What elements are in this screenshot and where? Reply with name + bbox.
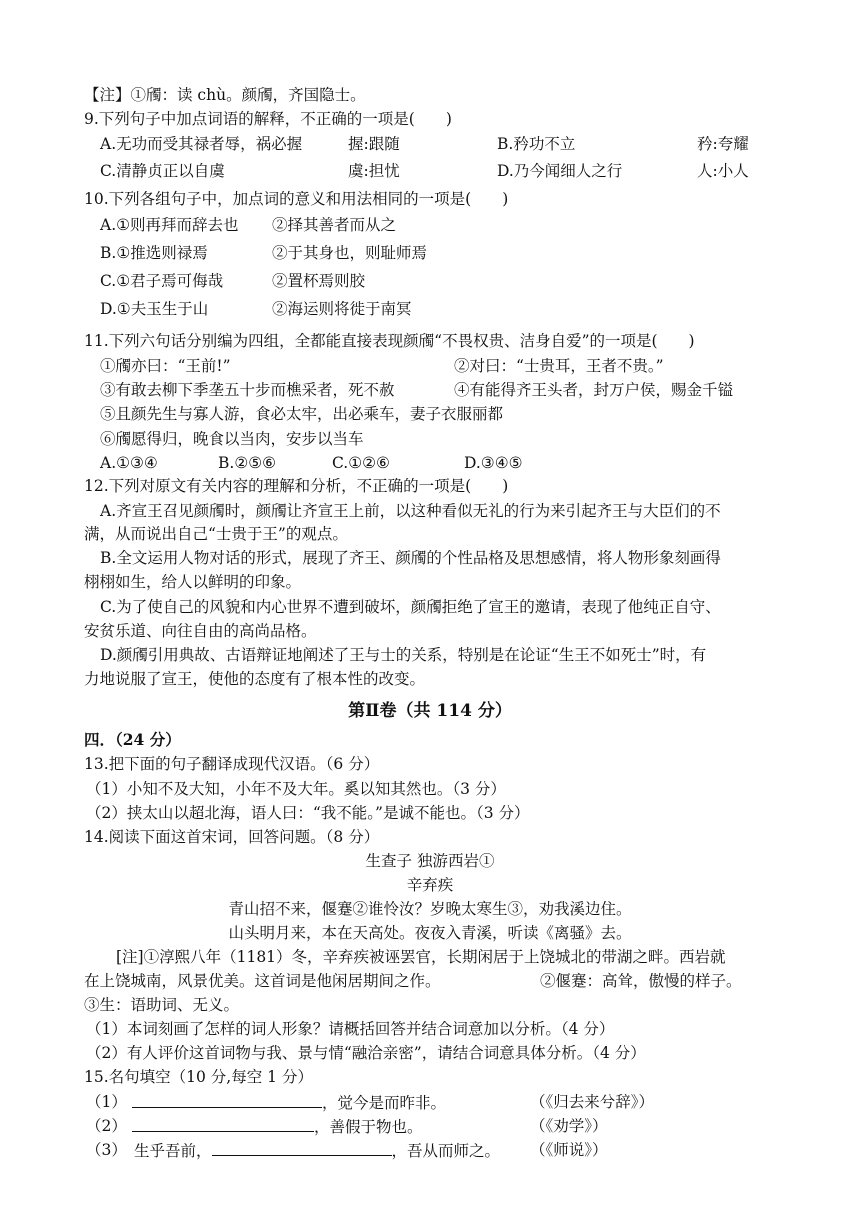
q9-option-b[interactable]: B.矜功不立 <box>497 135 576 153</box>
q14-stem: 14.阅读下面这首宋词，回答问题。（8 分） <box>84 828 380 846</box>
q13-stem: 13.把下面的句子翻译成现代汉语。（6 分） <box>84 755 380 773</box>
q14-subquestion-2: （2）有人评价这首词物与我、景与情“融洽亲密”，请结合词意具体分析。（4 分） <box>86 1044 646 1062</box>
q12-option-c[interactable]: C.为了使自己的风貌和内心世界不遭到破坏，颜斶拒绝了宣王的邀请，表现了他纯正自守、 <box>100 598 721 616</box>
q9-option-c-explanation: 虞:担忧 <box>348 162 400 180</box>
q10-option-b-first[interactable]: B.①推选则禄焉 <box>100 244 208 262</box>
poem-line-2: 山头明月来，本在天高处。夜夜入青溪，听读《离骚》去。 <box>228 924 632 942</box>
poem-note-line-2a: 在上饶城南，风景优美。这首词是他闲居期间之作。 <box>84 972 441 990</box>
q15-blank-1[interactable] <box>132 1091 322 1108</box>
q12-stem: 12.下列对原文有关内容的理解和分析，不正确的一项是( ) <box>84 477 509 495</box>
q10-option-b-second: ②于其身也，则耻师焉 <box>272 244 428 262</box>
poem-author: 辛弃疾 <box>406 876 454 894</box>
q12-option-a-cont: 满，从而说出自己“士贵于王”的观点。 <box>84 525 348 543</box>
q15-item-2: ，善假于物也。 <box>132 1115 423 1138</box>
q12-option-d[interactable]: D.颜斶引用典故、古语辩证地阐述了王与士的关系，特别是在论证“生王不如死士”时，有 <box>100 646 707 664</box>
q9-option-a-explanation: 握:跟随 <box>348 135 400 153</box>
q12-option-d-cont: 力地说服了宣王，使他的态度有了根本性的改变。 <box>84 670 426 688</box>
q15-item-1: ，觉今是而昨非。 <box>132 1091 446 1114</box>
q12-option-b-cont: 栩栩如生，给人以鲜明的印象。 <box>84 573 302 591</box>
q13-sentence-2: （2）挟太山以超北海，语人曰：“我不能。”是诚不能也。（3 分） <box>86 804 530 822</box>
q15-item-1-source: （《归去来兮辞》） <box>530 1093 655 1111</box>
q15-item-3-number: （3） <box>86 1141 127 1159</box>
q11-sentence-3: ③有敢去柳下季垄五十步而樵采者，死不赦 <box>100 381 395 399</box>
q9-option-a[interactable]: A.无功而受其禄者辱，祸必握 <box>100 135 303 153</box>
q11-sentence-4: ④有能得齐王头者，封万户侯，赐金千镒 <box>454 381 734 399</box>
q15-blank-3[interactable] <box>212 1139 392 1156</box>
q15-stem: 15.名句填空（10 分,每空 1 分） <box>84 1068 313 1086</box>
q14-subquestion-1: （1）本词刻画了怎样的词人形象？请概括回答并结合词意加以分析。（4 分） <box>86 1020 615 1038</box>
poem-line-1: 青山招不来，偃蹇②谁怜汝？岁晚太寒生③，劝我溪边住。 <box>228 900 632 918</box>
q10-option-c-second: ②置杯焉则胶 <box>272 272 366 290</box>
q9-option-c[interactable]: C.清静贞正以自虞 <box>100 162 225 180</box>
q11-option-a[interactable]: A.①③④ <box>100 454 158 472</box>
q12-option-c-cont: 安贫乐道、向往自由的高尚品格。 <box>84 622 317 640</box>
top-note: 【注】①斶：读 chù。颜斶，齐国隐士。 <box>84 86 366 104</box>
q9-option-b-explanation: 矜:夸耀 <box>697 135 749 153</box>
q10-option-c-first[interactable]: C.①君子焉可侮哉 <box>100 272 224 290</box>
q11-sentence-6: ⑥斶愿得归，晚食以当肉，安步以当车 <box>100 430 364 448</box>
q11-sentence-2: ②对曰：“士贵耳，王者不贵。” <box>454 357 664 375</box>
q10-option-a-second: ②择其善者而从之 <box>272 216 397 234</box>
q15-item-3-source: （《师说》） <box>530 1141 608 1159</box>
poem-note-line-1: [注]①淳熙八年（1181）冬，辛弃疾被诬罢官，长期闲居于上饶城北的带湖之畔。西岩就 <box>116 948 726 966</box>
q13-sentence-1: （1）小知不及大知，小年不及大年。奚以知其然也。（3 分） <box>86 780 506 798</box>
q9-stem: 9.下列句子中加点词语的解释，不正确的一项是( ) <box>84 110 452 128</box>
q10-option-d-first[interactable]: D.①夫玉生于山 <box>100 300 209 318</box>
q11-sentence-1: ①斶亦曰：“王前!” <box>100 357 231 375</box>
poem-note-line-3: ③生：语助词、无义。 <box>84 996 240 1014</box>
q9-option-d[interactable]: D.乃今闻细人之行 <box>497 162 623 180</box>
q11-sentence-5: ⑤且颜先生与寡人游，食必太牢，出必乘车，妻子衣服丽都 <box>100 405 504 423</box>
q15-item-2-source: （《劝学》） <box>530 1117 608 1135</box>
q11-stem: 11.下列六句话分别编为四组，全都能直接表现颜斶“不畏权贵、洁身自爱”的一项是( ) <box>84 332 695 350</box>
q11-option-d[interactable]: D.③④⑤ <box>464 454 523 472</box>
q15-item-1-number: （1） <box>86 1093 127 1111</box>
q9-option-d-explanation: 人:小人 <box>697 162 749 180</box>
q11-option-b[interactable]: B.②⑤⑥ <box>218 454 277 472</box>
q12-option-a[interactable]: A.齐宣王召见颜斶时，颜斶让齐宣王上前，以这种看似无礼的行为来引起齐王与大臣们的不 <box>100 502 721 520</box>
q10-option-a-first[interactable]: A.①则再拜而辞去也 <box>100 216 239 234</box>
q15-item-2-number: （2） <box>86 1117 127 1135</box>
section-title: 第Ⅱ卷（共 114 分） <box>348 701 512 721</box>
q10-stem: 10.下列各组句子中，加点词的意义和用法相同的一项是( ) <box>84 190 509 208</box>
q11-option-c[interactable]: C.①②⑥ <box>332 454 390 472</box>
part-four-heading: 四．（24 分） <box>84 730 181 749</box>
poem-note-line-2b: ②偃蹇：高耸，傲慢的样子。 <box>540 972 742 990</box>
q15-item-3: 生乎吾前， ，吾从而师之。 <box>134 1139 500 1162</box>
q10-option-d-second: ②海运则将徙于南冥 <box>272 300 412 318</box>
q12-option-b[interactable]: B.全文运用人物对话的形式，展现了齐王、颜斶的个性品格及思想感情，将人物形象刻画得 <box>100 549 721 567</box>
q15-blank-2[interactable] <box>132 1115 314 1132</box>
poem-title: 生查子 独游西岩① <box>365 852 495 870</box>
